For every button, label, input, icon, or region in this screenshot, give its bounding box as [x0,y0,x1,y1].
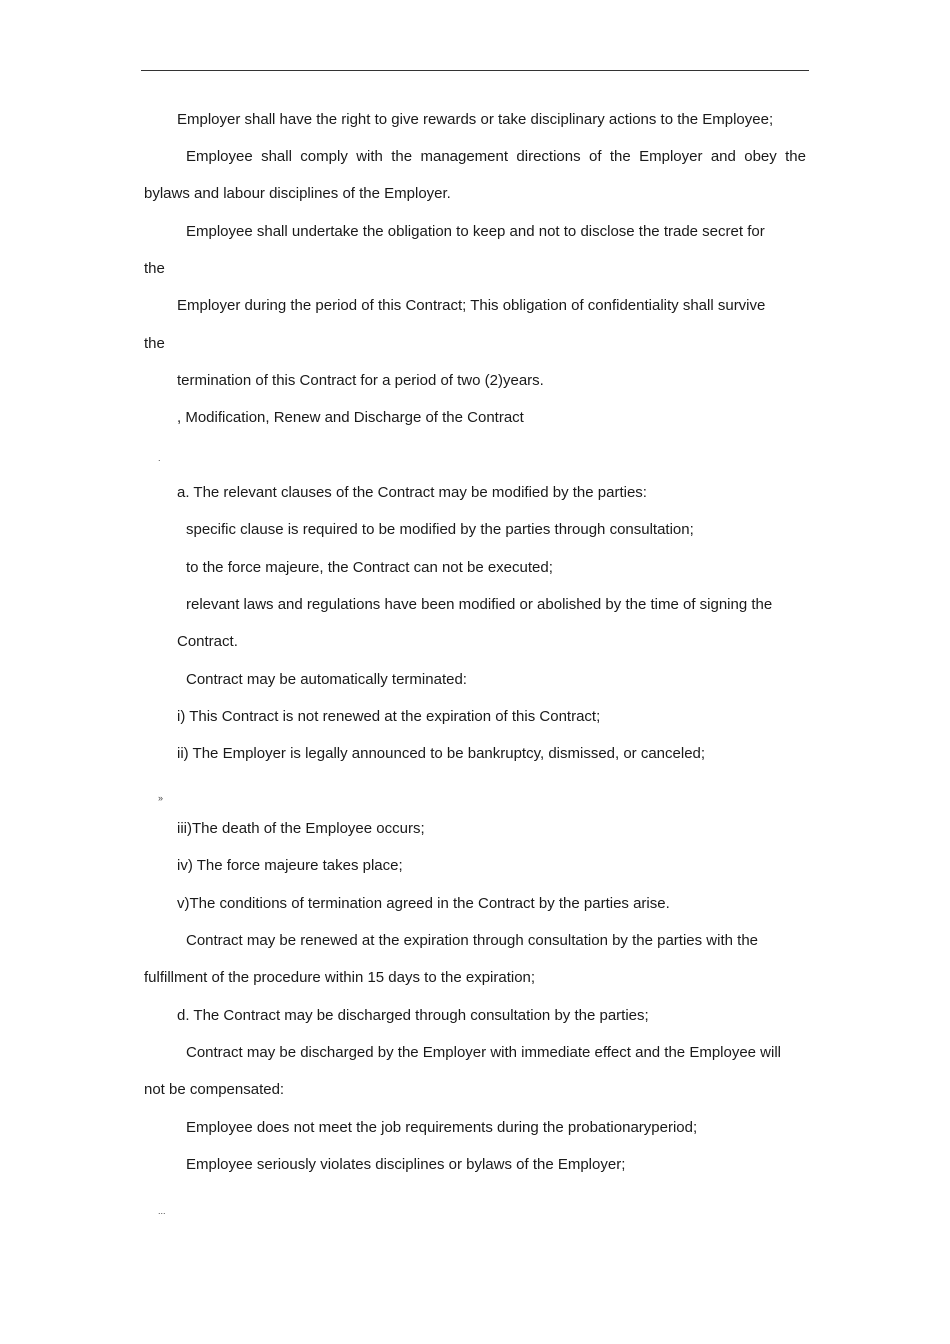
text-line: i) This Contract is not renewed at the expiration of this Contract; [177,708,601,725]
text-line: relevant laws and regulations have been modified or abolished by the time of signing the [186,596,773,613]
text-line: iv) The force majeure takes place; [177,857,403,874]
text-line: iii)The death of the Employee occurs; [177,820,425,837]
text-line: Employee seriously violates disciplines or bylaws of the Employer; [186,1156,626,1173]
text-line: v)The conditions of termination agreed in the Contract by the parties arise. [177,895,670,912]
section-heading: , Modification, Renew and Discharge of the Contract [177,409,524,426]
text-line: Contract may be renewed at the expiration through consultation by the parties with the [186,932,758,949]
text-line: Employee does not meet the job requirements during the probationaryperiod; [186,1119,698,1136]
stray-mark: . [158,453,161,463]
text-line: fulfillment of the procedure within 15 days to the expiration; [144,969,536,986]
text-line: ii) The Employer is legally announced to be bankruptcy, dismissed, or canceled; [177,745,706,762]
text-line: Employee shall comply with the management directions of the Employer and obey the [186,148,806,165]
text-line: Contract. [177,633,238,650]
text-line: Employee shall undertake the obligation to keep and not to disclose the trade secret for [186,223,765,240]
header-rule [141,70,809,71]
text-line: Employer shall have the right to give rewards or take disciplinary actions to the Employee; [177,111,774,128]
text-line: the [144,335,165,352]
text-line: Contract may be automatically terminated: [186,671,467,688]
text-line: termination of this Contract for a period of two (2)years. [177,372,544,389]
text-line: Contract may be discharged by the Employer with immediate effect and the Employee will [186,1044,782,1061]
stray-mark: ... [158,1206,166,1216]
text-line: d. The Contract may be discharged through consultation by the parties; [177,1007,649,1024]
text-line: not be compensated: [144,1081,285,1098]
text-line: Employer during the period of this Contract; This obligation of confidentiality shall survive [177,297,766,314]
text-line: specific clause is required to be modified by the parties through consultation; [186,521,694,538]
text-line: to the force majeure, the Contract can not be executed; [186,559,553,576]
text-line: a. The relevant clauses of the Contract may be modified by the parties: [177,484,647,501]
text-line: bylaws and labour disciplines of the Employer. [144,185,451,202]
stray-mark: » [158,793,164,803]
text-line: the [144,260,165,277]
